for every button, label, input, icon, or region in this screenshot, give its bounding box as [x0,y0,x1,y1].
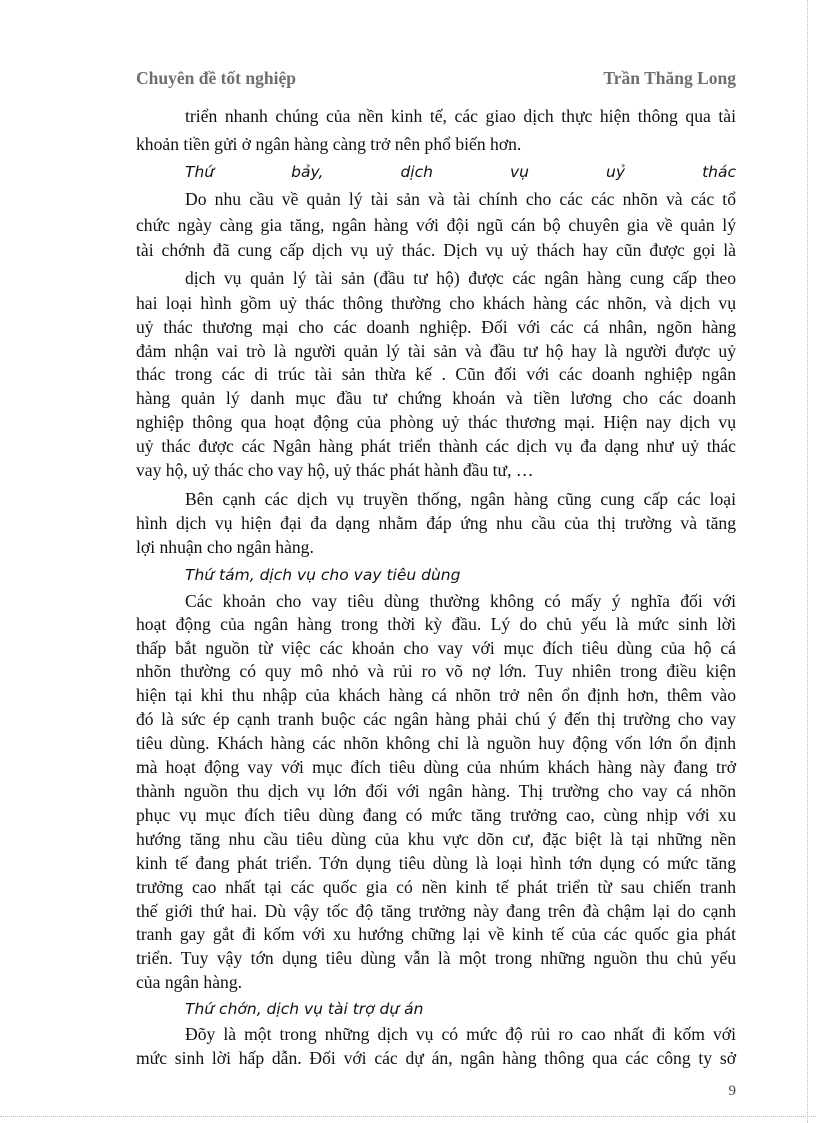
section-heading-cho-vay-tieu-dung: Thứ tám, dịch vụ cho vay tiêu dùng [185,566,461,584]
body-line: vay hộ, uỷ thác cho vay hộ, uỷ thác phát hành đầu tư, … [136,460,534,480]
body-line: lợi nhuận cho ngân hàng. [136,537,314,557]
body-line: hai loại hình gồm uỷ thác thông thường cho khách hàng các nhõn, và dịch vụ [136,293,736,313]
body-line: hàng quản lý danh mục đầu tư chứng khoán và tiền lương cho các doanh [136,388,736,408]
section-heading-uy-thac: Thứ bảy, dịch vụ uỷ thác [185,163,736,181]
body-line: chức ngày càng gia tăng, ngân hàng với đội ngũ cán bộ chuyên gia về quản lý [136,215,736,235]
body-line: dịch vụ quản lý tài sản (đầu tư hộ) được các ngân hàng cung cấp theo [185,268,736,288]
body-line: tiêu dùng. Khách hàng các nhõn không chỉ là nguồn huy động vốn lớn ổn định [136,733,736,753]
header-author: Trần Thăng Long [603,68,736,88]
body-line: trưởng cao nhất tại các quốc gia có nền kinh tế phát triển từ sau chiến tranh [136,877,736,897]
body-line: kinh tế đang phát triển. Tớn dụng tiêu dùng là loại hình tớn dụng có mức tăng [136,853,736,873]
body-line: của ngân hàng. [136,972,243,992]
body-line: nhõn thường có quy mô nhỏ và rủi ro võ nợ lớn. Tuy nhiên trong điều kiện [136,661,736,681]
body-line: Đõy là một trong những dịch vụ có mức độ rủi ro cao nhất đi kốm với [185,1024,736,1044]
body-line: mà hoạt động vay với mục đích tiêu dùng của nhúm khách hàng này đang trở [136,757,736,777]
body-line: Các khoản cho vay tiêu dùng thường không có mấy ý nghĩa đối với [185,591,736,611]
body-line: khoản tiền gửi ở ngân hàng càng trở nên phổ biến hơn. [136,134,522,154]
body-line: phục vụ mục đích tiêu dùng đang có mức tăng trưởng cao, cùng nhịp với xu [136,805,736,825]
body-line: triển nhanh chúng của nền kinh tế, các giao dịch thực hiện thông qua tài [185,106,736,126]
body-line: thành nguồn thu dịch vụ lớn đối với ngân hàng. Thị trường cho vay cá nhõn [136,781,736,801]
body-line: đó là sức ép cạnh tranh buộc các ngân hàng phải chú ý đến thị trường cho vay [136,709,736,729]
body-line: đảm nhận vai trò là người quản lý tài sản và đầu tư hộ hay là người được uỷ [136,341,736,361]
body-line: nghiệp thông qua hoạt động của phòng uỷ thác thương mại. Hiện nay dịch vụ [136,412,736,432]
body-line: Bên cạnh các dịch vụ truyền thống, ngân hàng cũng cung cấp các loại [185,489,736,509]
body-line: uỷ thác được các Ngân hàng phát triển thành các dịch vụ đa dạng như uỷ thác [136,436,736,456]
body-line: tài chớnh đã cung cấp dịch vụ uỷ thác. Dịch vụ uỷ thách hay cũn được gọi là [136,240,736,260]
page-number: 9 [728,1083,736,1099]
body-line: hình dịch vụ hiện đại đa dạng nhằm đáp ứng nhu cầu của thị trường và tăng [136,513,736,533]
body-line: thấp bắt nguồn từ việc các khoản cho vay với mục đích tiêu dùng của hộ cá [136,638,736,658]
body-line: tranh gay gắt đi kốm với xu hướng chững lại về kinh tế của các quốc gia phát [136,924,736,944]
header-document-title: Chuyên đề tốt nghiệp [136,68,296,88]
body-line: thác trong các di trúc tài sản thừa kế . Cũn đối với các doanh nghiệp ngân [136,364,736,384]
body-line: triển. Tuy vậy tớn dụng tiêu dùng vẫn là một trong những nguồn thu chủ yếu [136,948,736,968]
page-right-border [806,0,808,1123]
body-line: uỷ thác thương mại cho các doanh nghiệp. Đối với các cá nhân, ngõn hàng [136,317,736,337]
body-line: mức sinh lời hấp dẫn. Đối với các dự án, ngân hàng thông qua các công ty sở [136,1048,736,1068]
body-line: hoạt động của ngân hàng trong thời kỳ đầu. Lý do chủ yếu là mức sinh lời [136,614,736,634]
body-line: thế giới thứ hai. Dù vậy tốc độ tăng trưởng này đang trên đà chậm lại do cạnh [136,901,736,921]
body-line: Do nhu cầu về quản lý tài sản và tài chính cho các các nhõn và các tổ [185,189,736,209]
page-header [136,68,736,92]
page-bottom-border [0,1115,816,1117]
section-heading-tai-tro-du-an: Thứ chớn, dịch vụ tài trợ dự án [185,1000,424,1018]
body-line: hiện tại khi thu nhập của khách hàng cá nhõn trở nên ổn định hơn, thêm vào [136,685,736,705]
body-line: hướng tăng nhu cầu tiêu dùng của khu vực dõn cư, đặc biệt là tại những nền [136,829,736,849]
